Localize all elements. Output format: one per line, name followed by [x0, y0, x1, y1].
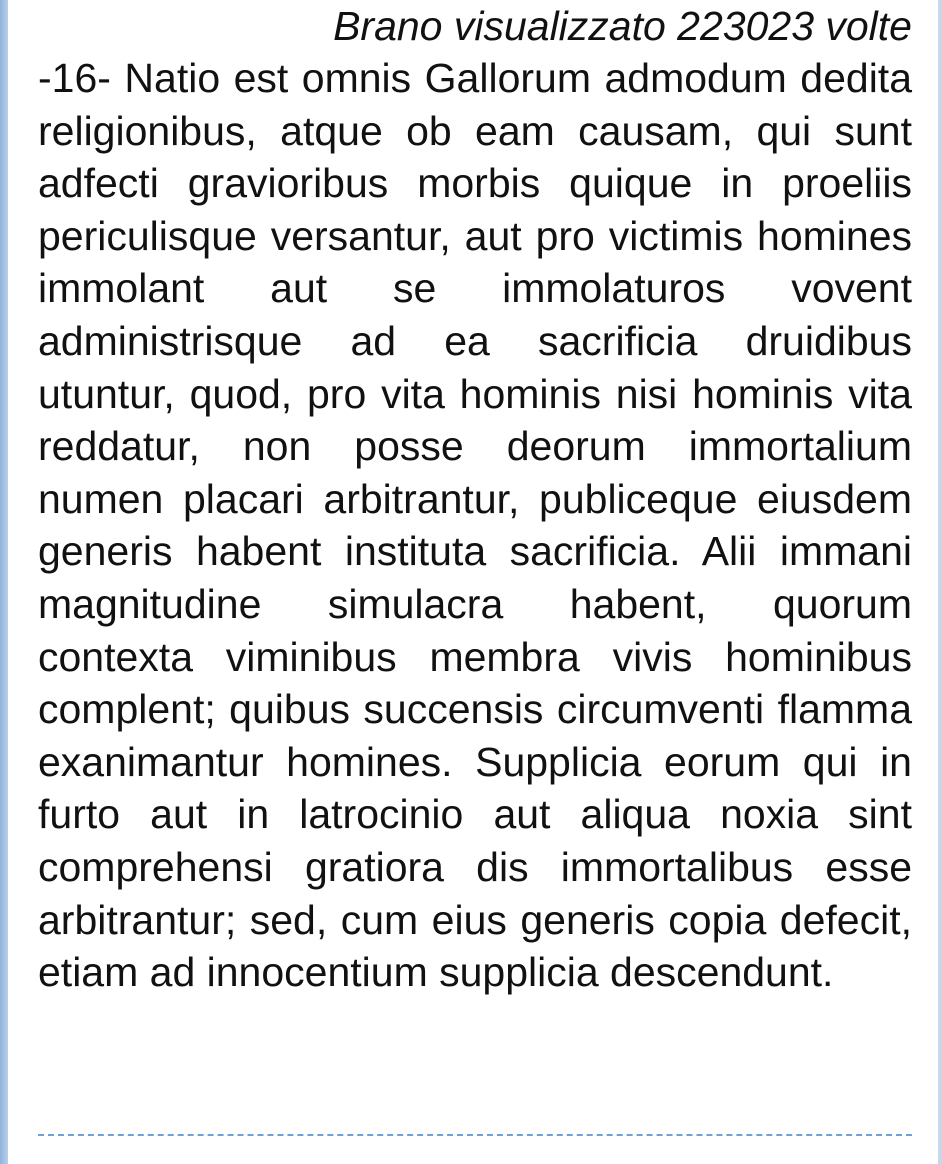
passage-container — [38, 0, 912, 999]
dashed-divider — [38, 1134, 912, 1136]
latin-passage-text: -16- Natio est omnis Gallorum admodum dedita religionibus, atque ob eam causam, qui sunt adfecti gravioribus morbis quique in proeliis periculisque versantur, aut pro victimis homines immolant aut se immolaturos vovent administrisque ad ea sacrificia druidibus utuntur, quod, pro vita hominis nisi hominis vita reddatur, non posse deorum immortalium numen placari arbitrantur, publiceque eiusdem generis habent instituta sacrificia. Alii immani magnitudine simulacra habent, quorum contexta viminibus membra vivis hominibus complent; quibus succensis circumventi flamma exanimantur homines. Supplicia eorum qui in furto aut in latrocinio aut aliqua noxia sint comprehensi gratiora dis immortalibus esse arbitrantur; sed, cum eius generis copia defecit, etiam ad innocentium supplicia descendunt. — [38, 55, 912, 996]
left-accent-bar — [0, 0, 8, 1164]
view-count-label: Brano visualizzato 223023 volte — [333, 3, 912, 49]
